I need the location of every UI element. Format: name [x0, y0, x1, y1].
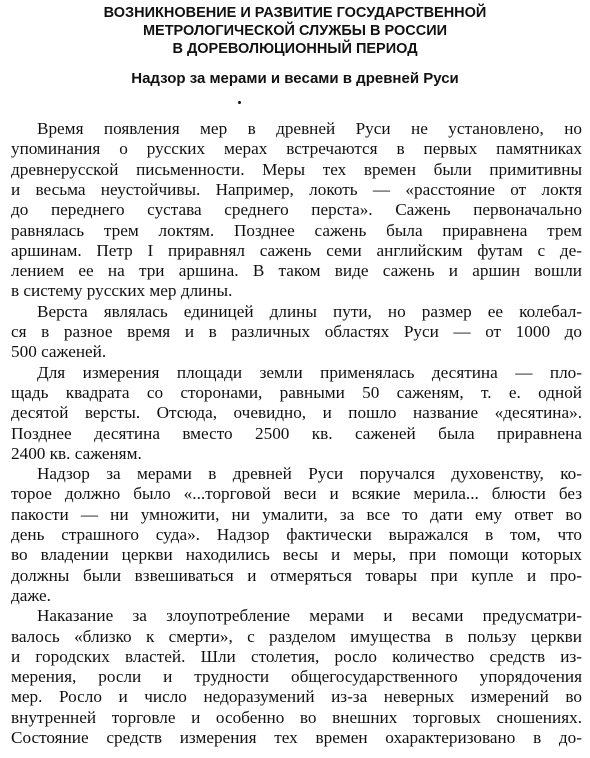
text-line: равнялась трем локтям. Позднее сажень была приравнена трем [11, 220, 582, 240]
text-line: Для измерения площади земли применялась десятина — пло- [37, 362, 582, 382]
text-line: даже. [11, 585, 51, 605]
text-line: Состояние средств измерения тех времен охарактеризовано в до- [11, 728, 582, 747]
text-line: пакости — ни умножити, ни умалити, за все то дати ему ответ во [11, 504, 582, 524]
text-line: десятой версты. Отсюда, очевидно, и пошло название «десятина». [11, 403, 582, 423]
text-line: 2400 кв. саженям. [11, 443, 142, 463]
text-line: лением ее на три аршина. В таком виде сажень и аршин вошли [11, 261, 582, 281]
text-line: Позднее десятина вместо 2500 кв. саженей была приравнена [11, 423, 582, 443]
text-line: во владении церкви находились весы и меры, при помощи которых [11, 545, 582, 565]
section-title: Надзор за мерами и весами в древней Руси [131, 70, 459, 87]
text-line: торое должно было «...торговой веси и всякие мерила... блюсти без [11, 484, 582, 504]
text-line: в систему русских мер длины. [11, 281, 233, 301]
text-line: древнерусской письменности. Меры тех времен были примитивны [11, 159, 582, 179]
chapter-title-line: ВОЗНИКНОВЕНИЕ И РАЗВИТИЕ ГОСУДАРСТВЕННОЙ [103, 5, 487, 21]
text-line: и весьма неустойчивы. Например, локоть — «расстояние от локтя [11, 179, 582, 199]
text-line: ся в разное время и в различных областях Руси — от 1000 до [11, 322, 582, 341]
text-line: упоминания о русских мерах встречаются в первых памятниках [11, 139, 582, 159]
text-line: щадь квадрата со сторонами, равными 50 саженям, т. е. одной [11, 382, 582, 402]
text-line: Надзор за мерами в древней Руси поручался духовенству, ко- [37, 464, 582, 484]
text-line: Верста являлась единицей длины пути, но размер ее колебал- [37, 301, 582, 321]
text-line: должны были взвешиваться и отмеряться товары при купле и про- [11, 565, 582, 585]
chapter-title-line: В ДОРЕВОЛЮЦИОННЫЙ ПЕРИОД [172, 41, 418, 57]
text-line: и городских властей. Шли столетия, росло количество средств из- [11, 646, 582, 666]
text-line: мерения, росли и трудности общегосударственного упорядочения [11, 667, 582, 687]
text-line: день страшного суда». Надзор фактически выражался в том, что [11, 525, 582, 544]
text-line: валось «близко к смерти», с разделом имущества в пользу церкви [11, 626, 582, 646]
text-line: до переднего сустава среднего перста». Сажень первоначально [11, 200, 582, 220]
text-line: 500 саженей. [11, 342, 107, 362]
text-line: Время появления мер в древней Руси не установлено, но [37, 119, 582, 138]
text-line: внутренней торговле и особенно во внешних торговых сношениях. [11, 707, 582, 727]
text-line: мер. Росло и число недоразумений из-за неверных измерений во [11, 687, 582, 707]
chapter-title-line: МЕТРОЛОГИЧЕСКОЙ СЛУЖБЫ В РОССИИ [142, 23, 448, 39]
text-line: аршинам. Петр I приравнял сажень семи английским футам с де- [11, 240, 582, 260]
text-line: Наказание за злоупотребление мерами и весами предусматри- [37, 606, 582, 626]
